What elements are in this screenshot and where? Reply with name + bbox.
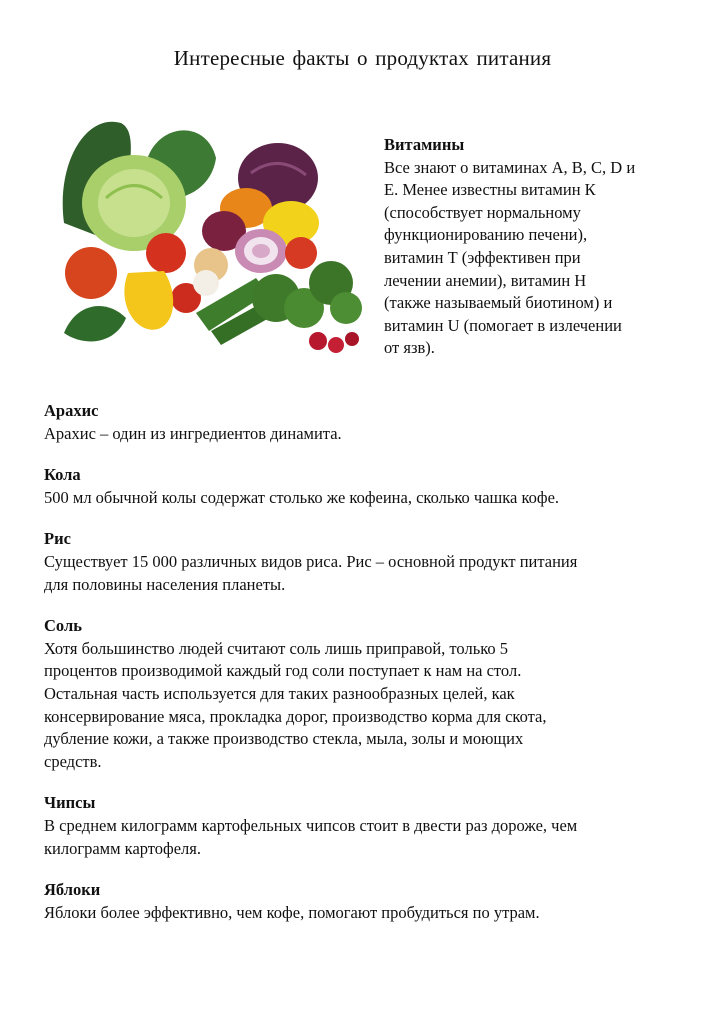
vitamins-line: от язв). <box>384 338 435 358</box>
fact-rice <box>44 528 694 596</box>
fact-line: Существует 15 000 различных видов риса. Рис – основной продукт питания <box>44 551 578 571</box>
fact-chips <box>44 792 694 860</box>
fact-line: дубление кожи, а также производство стекла, мыла, золы и моющих <box>44 729 524 749</box>
vitamins-line: лечении анемии), витамин Н <box>384 270 587 290</box>
fact-line: средств. <box>44 751 102 771</box>
fact-line: 500 мл обычной колы содержат столько же кофеина, сколько чашка кофе. <box>44 487 560 507</box>
fact-line: Яблоки более эффективно, чем кофе, помогают пробудиться по утрам. <box>44 902 540 922</box>
fact-heading: Яблоки <box>44 880 101 900</box>
vitamins-line: витамин Т (эффективен при <box>384 247 581 267</box>
vitamins-line: (способствует нормальному <box>384 202 581 222</box>
fact-line: Остальная часть используется для таких разнообразных целей, как <box>44 683 515 703</box>
fact-line: процентов производимой каждый год соли поступает к нам на стол. <box>44 661 522 681</box>
fact-peanut <box>44 400 694 445</box>
vegetables-image <box>46 103 366 358</box>
fact-line: Хотя большинство людей считают соль лишь приправой, только 5 <box>44 638 509 658</box>
facts-list <box>44 400 694 943</box>
fact-apples <box>44 879 694 924</box>
fact-salt <box>44 615 694 773</box>
fact-heading: Арахис <box>44 401 99 420</box>
vitamins-line: функционированию печени), <box>384 225 588 245</box>
vitamins-line: витамин U (помогает в излечении <box>384 315 622 335</box>
fact-heading: Соль <box>44 616 82 636</box>
vitamins-line: E. Менее известны витамин К <box>384 180 596 200</box>
fact-line: В среднем килограмм картофельных чипсов стоит в двести раз дороже, чем <box>44 815 578 835</box>
fact-line: Арахис – один из ингредиентов динамита. <box>44 423 342 443</box>
fact-heading: Чипсы <box>44 793 96 813</box>
page-title: Интересные факты о продуктах питания <box>173 46 552 70</box>
fact-cola <box>44 464 694 509</box>
vitamins-block <box>384 134 689 360</box>
fact-line: консервирование мяса, прокладка дорог, производство корма для скота, <box>44 706 547 726</box>
vitamins-heading: Витамины <box>384 135 465 154</box>
vitamins-line: Все знают о витаминах A, B, C, D и <box>384 157 636 177</box>
fact-line: килограмм картофеля. <box>44 838 202 858</box>
fact-heading: Рис <box>44 529 71 549</box>
fact-line: для половины населения планеты. <box>44 574 286 594</box>
fact-heading: Кола <box>44 465 81 485</box>
vitamins-line: (также называемый биотином) и <box>384 293 613 313</box>
